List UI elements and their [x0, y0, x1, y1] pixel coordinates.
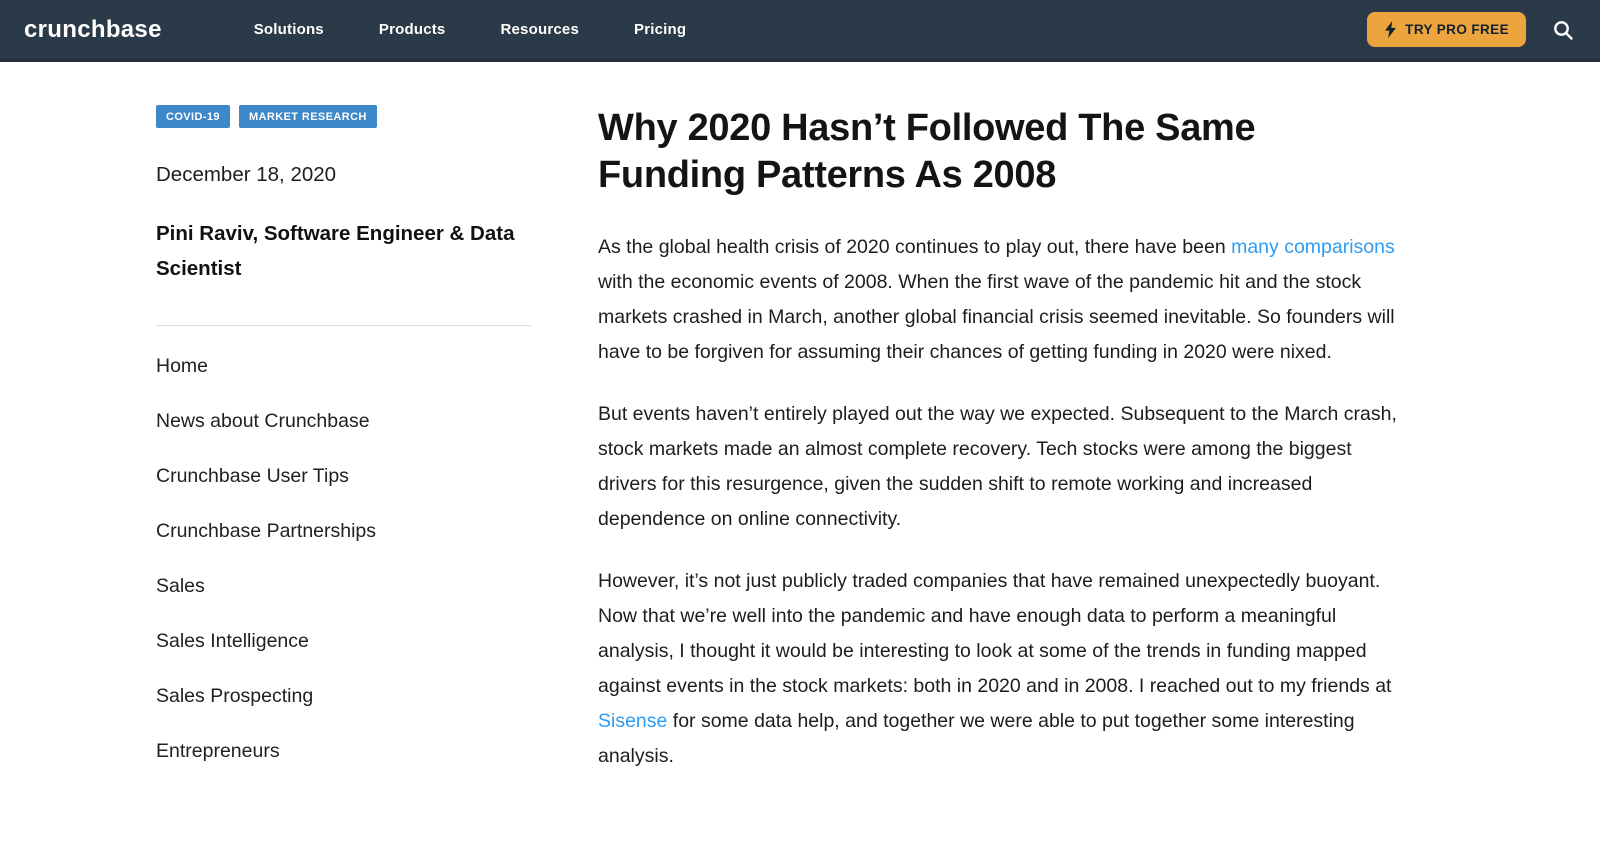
article-content: [598, 105, 1410, 801]
paragraph-text: with the economic events of 2008. When the first wave of the pandemic hit and the stock markets crashed in March, another global financial crisis seemed inevitable. So founders will have to be forgiven for assuming their chances of getting funding in 2020 were nixed.: [598, 271, 1395, 363]
sidebar-nav: [156, 356, 536, 762]
article-author: Pini Raviv, Software Engineer & Data Scientist: [156, 222, 515, 280]
article-paragraph-2: But events haven’t entirely played out the way we expected. Subsequent to the March crash, stock markets made an almost complete recovery. Tech stocks were among the biggest drivers for this resurgence, given the sudden shift to remote working and increased dependence on online connectivity.: [598, 403, 1397, 530]
article-title: Why 2020 Hasn’t Followed The Same Funding Patterns As 2008: [598, 107, 1256, 196]
tag-market-research[interactable]: MARKET RESEARCH: [239, 105, 377, 128]
sidebar-item-crunchbase-user-tips[interactable]: Crunchbase User Tips: [156, 465, 349, 487]
tag-covid-19[interactable]: COVID-19: [156, 105, 230, 128]
nav-item-pricing[interactable]: Pricing: [634, 21, 687, 38]
sidebar-item-sales[interactable]: Sales: [156, 575, 205, 597]
sidebar-item-home[interactable]: Home: [156, 355, 209, 377]
search-icon[interactable]: [1552, 19, 1574, 41]
crunchbase-logo[interactable]: crunchbase: [24, 15, 162, 43]
sidebar-divider: [156, 325, 531, 326]
many-comparisons-link[interactable]: many comparisons: [1231, 236, 1395, 258]
lightning-icon: [1384, 21, 1397, 38]
sidebar-item-news-about-crunchbase[interactable]: News about Crunchbase: [156, 410, 370, 432]
paragraph-text: However, it’s not just publicly traded companies that have remained unexpectedly buoyant. Now that we’re well into the pandemic and have enough data to perform a meaningful analysis, I thought it would be interesting to look at some of the trends in funding mapped against events in the stock markets: both in 2020 and in 2008. I reached out to my friends at: [598, 570, 1392, 697]
main-nav: [254, 21, 687, 38]
nav-item-resources[interactable]: Resources: [500, 21, 579, 38]
try-pro-free-button[interactable]: [1367, 12, 1526, 47]
sidebar-item-entrepreneurs[interactable]: Entrepreneurs: [156, 740, 280, 762]
tag-list: [156, 105, 536, 128]
top-navbar: [0, 0, 1600, 62]
nav-item-solutions[interactable]: Solutions: [253, 21, 324, 38]
sidebar-item-sales-intelligence[interactable]: Sales Intelligence: [156, 630, 309, 652]
article-paragraph-3: [598, 564, 1410, 774]
page-body: [0, 62, 1600, 801]
sisense-link[interactable]: Sisense: [598, 710, 668, 732]
sidebar-item-crunchbase-partnerships[interactable]: Crunchbase Partnerships: [156, 520, 377, 542]
article-paragraph-1: [598, 230, 1410, 370]
cta-label: TRY PRO FREE: [1405, 22, 1509, 37]
nav-item-products[interactable]: Products: [378, 21, 446, 38]
paragraph-text: for some data help, and together we were able to put together some interesting analysis.: [598, 710, 1355, 767]
article-date: December 18, 2020: [156, 163, 337, 186]
paragraph-text: As the global health crisis of 2020 continues to play out, there have been: [598, 236, 1232, 258]
article-sidebar: [156, 105, 536, 801]
navbar-right: [1367, 12, 1574, 47]
sidebar-item-sales-prospecting[interactable]: Sales Prospecting: [156, 685, 314, 707]
